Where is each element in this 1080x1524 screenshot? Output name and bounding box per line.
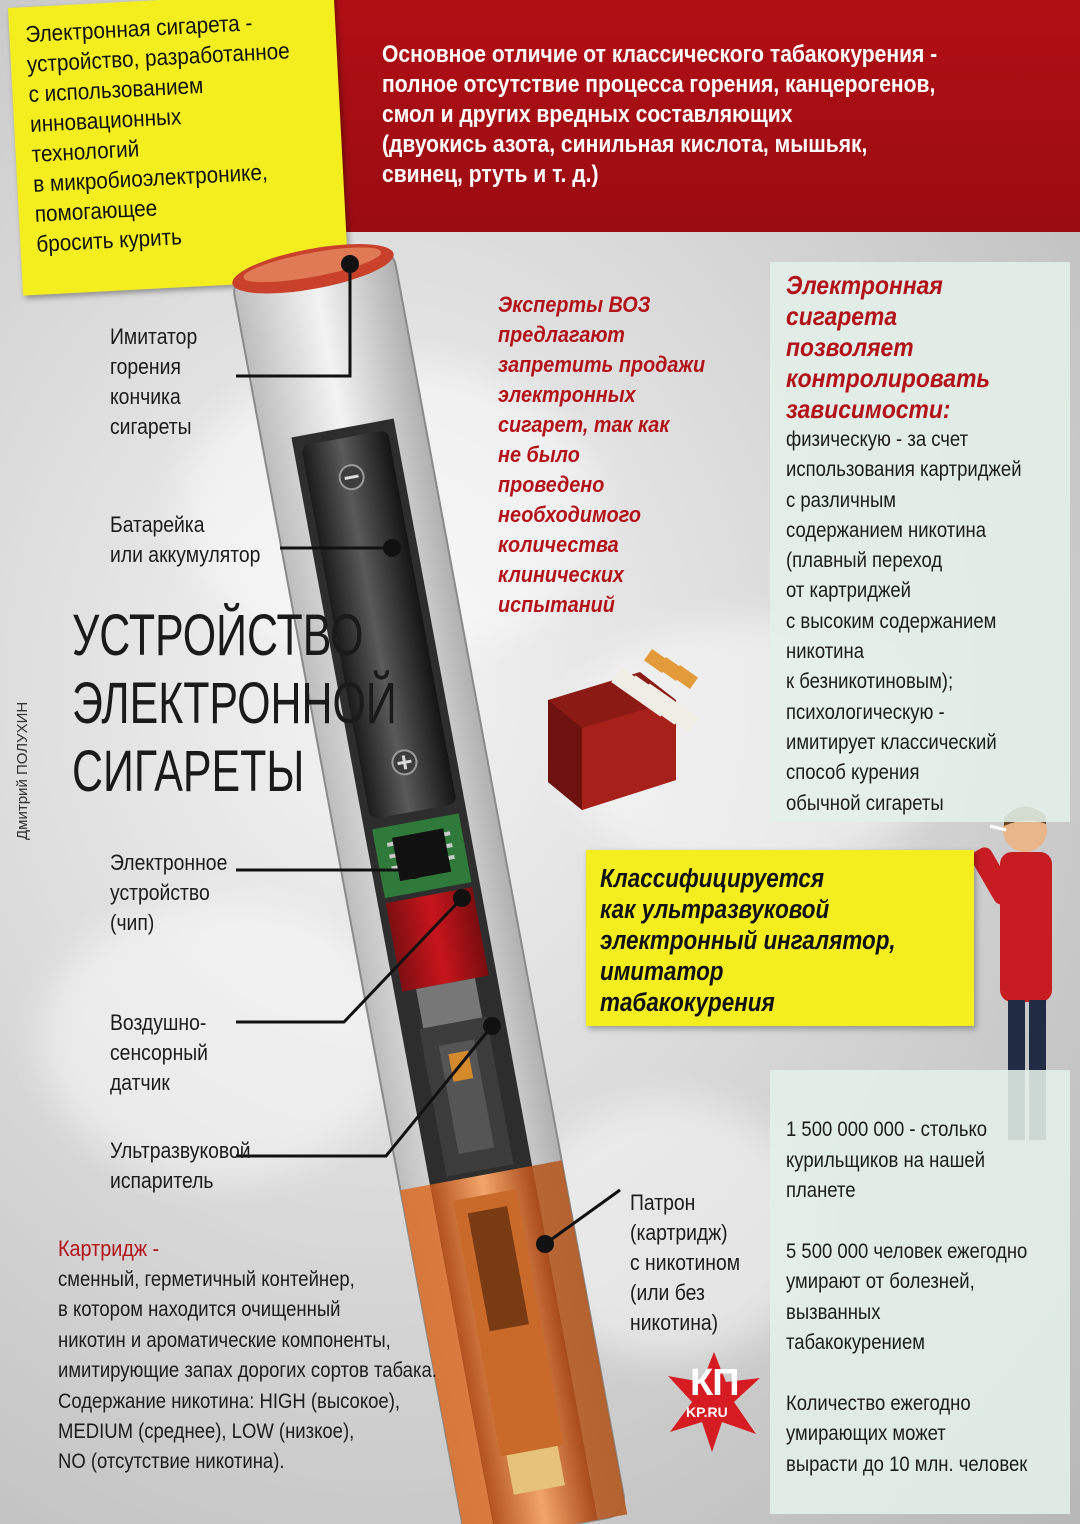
- stat-forecast: Количество ежегодно умирающих может вырасти до 10 млн. человек: [786, 1390, 1028, 1476]
- author-credit: Дмитрий ПОЛУХИН: [14, 701, 31, 840]
- cartridge-note-body: сменный, герметичный контейнер, в котором находится очищенный никотин и ароматические компоненты, имитирующие запах дорогих сортов табака. Содержание никотина: HIGH (высокое), MEDIUM (среднее), LOW (низкое), NO (отсутствие никотина).: [58, 1267, 437, 1474]
- page-title: УСТРОЙСТВО ЭЛЕКТРОННОЙ СИГАРЕТЫ: [72, 603, 397, 804]
- label-sensor: Воздушно- сенсорный датчик: [110, 1010, 208, 1095]
- classification-text: Классифицируется как ультразвуковой электронный ингалятор, имитатор табакокурения: [600, 865, 896, 1017]
- definition-text: Электронная сигарета - устройство, разработанное с использованием инновационных технологий в микробиоэлектронике, помогающее бросить курить: [24, 9, 291, 257]
- logo-subtext: KP.RU: [686, 1404, 728, 1420]
- stats-list: [786, 1114, 1027, 1509]
- cartridge-note-title: Картридж -: [58, 1236, 160, 1261]
- label-cartridge: Патрон (картридж) с никотином (или без никотина): [630, 1190, 741, 1335]
- control-body: физическую - за счет использования картриджей с различным содержанием никотина (плавный переход от картриджей с высоким содержанием никотина к безникотиновым); психологическую - имитирует классический способ курения обычной сигареты: [786, 427, 1022, 815]
- label-chip: Электронное устройство (чип): [110, 850, 228, 935]
- stat-deaths: 5 500 000 человек ежегодно умирают от болезней, вызванных табакокурением: [786, 1238, 1028, 1354]
- difference-text: Основное отличие от классического табакокурения - полное отсутствие процесса горения, канцерогенов, смол и других вредных составляющих (двуокись азота, синильная кислота, мышьяк, свинец, ртуть и т. д.): [382, 41, 938, 188]
- who-note: Эксперты ВОЗ предлагают запретить продажи электронных сигарет, так как не было проведено необходимого количества клинических испытаний: [498, 292, 706, 617]
- label-vaporizer: Ультразвуковой испаритель: [110, 1138, 251, 1193]
- label-battery: Батарейка или аккумулятор: [110, 512, 261, 567]
- logo-text: КП: [690, 1362, 739, 1404]
- stat-smokers: 1 500 000 000 - столько курильщиков на нашей планете: [786, 1117, 988, 1202]
- control-title: Электронная сигарета позволяет контролировать зависимости:: [786, 270, 991, 424]
- cigarette-pack-icon: [548, 649, 699, 810]
- sensor-housing: [386, 887, 489, 992]
- label-tip: Имитатор горения кончика сигареты: [110, 324, 198, 439]
